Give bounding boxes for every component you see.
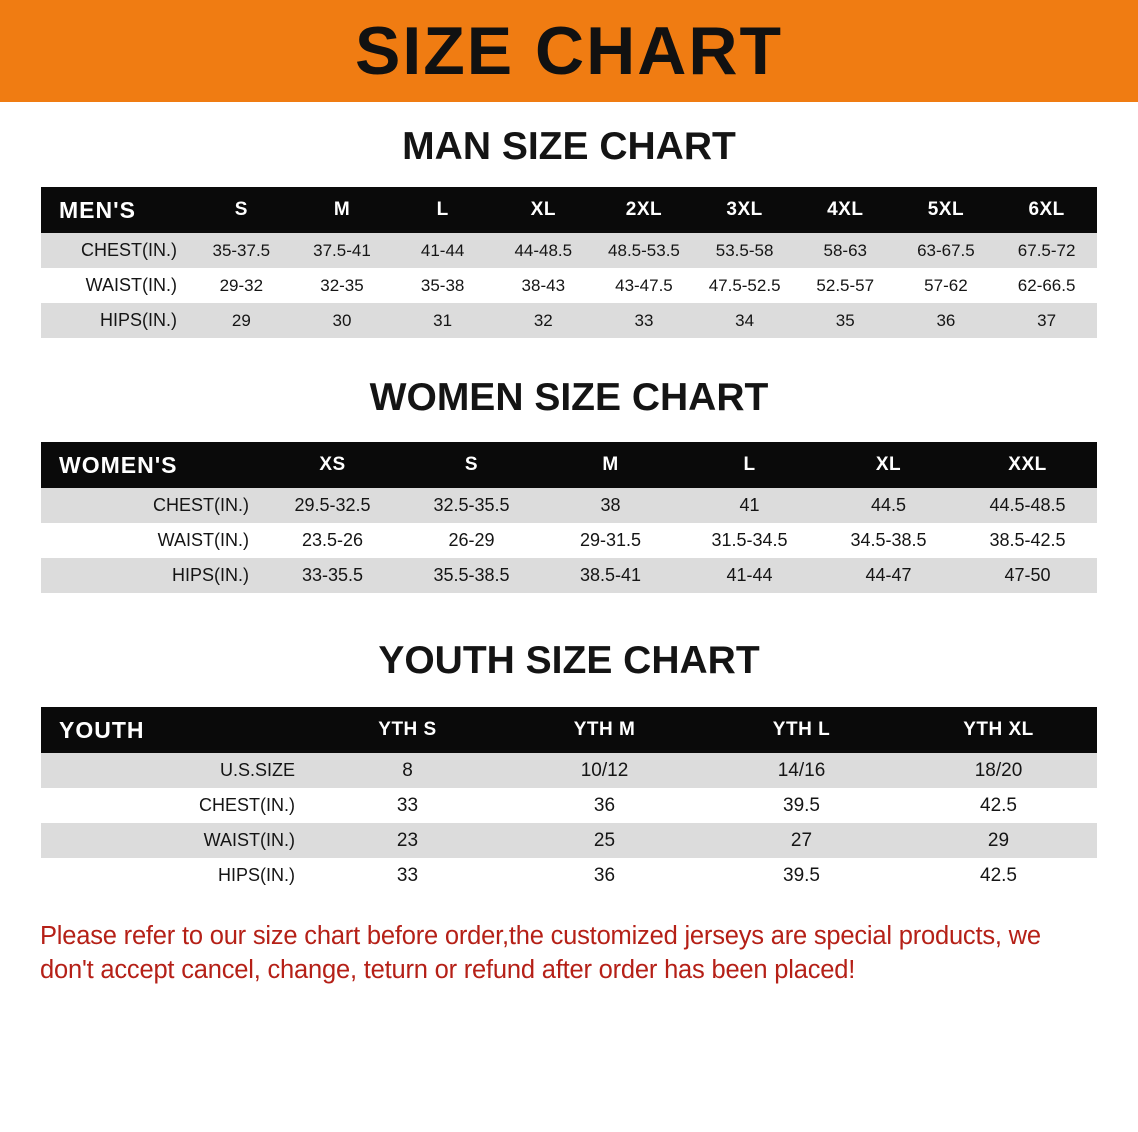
man-header-2xl: 2XL: [625, 199, 663, 220]
women-header-label: WOMEN'S: [59, 451, 178, 478]
man-table-header: [41, 187, 1097, 233]
table-cell: 36: [936, 310, 956, 330]
youth-header-s: YTH S: [378, 719, 437, 740]
policy-note: Please refer to our size chart before order,the customized jerseys are special products, we don't accept cancel, change, teturn or refund after order has been placed!: [40, 922, 1041, 985]
table-cell: 36: [593, 794, 616, 816]
youth-header-m: YTH M: [573, 719, 636, 740]
table-cell: 58-63: [823, 240, 867, 260]
table-cell: 31: [433, 310, 453, 330]
man-header-xl: XL: [530, 199, 556, 220]
table-cell: 67.5-72: [1017, 240, 1076, 260]
table-cell: 42.5: [980, 864, 1017, 886]
table-cell: 38.5-41: [579, 565, 642, 585]
youth-header-l: YTH L: [772, 719, 831, 740]
table-cell: 53.5-58: [715, 240, 774, 260]
table-cell: 41-44: [420, 240, 465, 260]
table-cell: 57-62: [924, 275, 968, 295]
table-header-row: [41, 187, 1097, 233]
table-cell: 41-44: [726, 565, 773, 585]
women-header-xl: XL: [875, 454, 902, 475]
table-cell: 8: [402, 759, 413, 781]
man-row-label-hips: HIPS(IN.): [99, 310, 177, 330]
table-cell: 29: [987, 829, 1010, 851]
table-cell: 29: [231, 310, 251, 330]
women-row-label-chest: CHEST(IN.): [153, 495, 249, 515]
page-title: SIZE CHART: [355, 13, 783, 89]
table-cell: 44.5: [870, 495, 907, 515]
youth-table-body: [41, 753, 1097, 893]
man-row-label-waist: WAIST(IN.): [85, 275, 177, 295]
table-cell: 44.5-48.5: [989, 495, 1066, 515]
table-cell: 32.5-35.5: [433, 495, 510, 515]
table-row: [41, 558, 1097, 593]
table-cell: 18/20: [974, 759, 1023, 781]
man-header-5xl: 5XL: [927, 199, 965, 220]
youth-row-label-ussize: U.S.SIZE: [219, 760, 295, 780]
women-row-label-hips: HIPS(IN.): [171, 565, 249, 585]
man-header-label: MEN'S: [59, 196, 136, 223]
table-cell: 37: [1037, 310, 1057, 330]
women-header-m: M: [602, 454, 619, 475]
table-cell: 47.5-52.5: [708, 275, 781, 295]
table-cell: 44-48.5: [514, 240, 573, 260]
youth-section-heading: YOUTH SIZE CHART: [378, 639, 760, 682]
man-table-body: [41, 233, 1097, 338]
table-row: [41, 488, 1097, 523]
man-size-table: [41, 187, 1097, 338]
table-cell: 32-35: [320, 275, 364, 295]
women-header-s: S: [464, 454, 479, 475]
table-row: [41, 858, 1097, 893]
man-header-m: M: [333, 199, 351, 220]
table-row: [41, 303, 1097, 338]
table-cell: 29.5-32.5: [294, 495, 371, 515]
table-cell: 32: [533, 310, 553, 330]
table-header-row: [41, 442, 1097, 488]
table-cell: 39.5: [783, 794, 820, 816]
man-header-3xl: 3XL: [726, 199, 763, 220]
table-cell: 52.5-57: [816, 275, 875, 295]
man-header-6xl: 6XL: [1028, 199, 1065, 220]
page-banner: [0, 0, 1138, 102]
youth-row-label-waist: WAIST(IN.): [203, 830, 295, 850]
youth-table-header: [41, 707, 1097, 753]
table-cell: 25: [593, 829, 616, 851]
man-header-l: L: [436, 199, 449, 220]
women-header-l: L: [743, 454, 756, 475]
women-size-table: [41, 442, 1097, 593]
women-header-xxl: XXL: [1008, 454, 1047, 475]
table-cell: 38.5-42.5: [989, 530, 1066, 550]
table-cell: 63-67.5: [917, 240, 975, 260]
table-cell: 44-47: [865, 565, 912, 585]
table-row: [41, 268, 1097, 303]
women-section-heading: WOMEN SIZE CHART: [369, 376, 769, 419]
youth-row-label-hips: HIPS(IN.): [217, 865, 295, 885]
table-cell: 62-66.5: [1017, 275, 1076, 295]
youth-size-table-wrap: [41, 707, 1097, 893]
table-cell: 10/12: [580, 759, 629, 781]
table-cell: 31.5-34.5: [711, 530, 788, 550]
table-cell: 35-38: [420, 275, 465, 295]
table-row: [41, 233, 1097, 268]
table-cell: 39.5: [783, 864, 820, 886]
table-cell: 27: [790, 829, 813, 851]
table-cell: 38-43: [521, 275, 566, 295]
man-row-label-chest: CHEST(IN.): [81, 240, 177, 260]
women-table-body: [41, 488, 1097, 593]
table-cell: 29-31.5: [579, 530, 642, 550]
table-cell: 29-32: [219, 275, 264, 295]
women-table-header: [41, 442, 1097, 488]
table-cell: 34: [735, 310, 755, 330]
youth-size-table: [41, 707, 1097, 893]
table-header-row: [41, 707, 1097, 753]
youth-header-label: YOUTH: [59, 716, 145, 743]
man-header-4xl: 4XL: [827, 199, 864, 220]
table-cell: 47-50: [1004, 565, 1051, 585]
table-cell: 35.5-38.5: [433, 565, 510, 585]
table-cell: 43-47.5: [615, 275, 673, 295]
table-cell: 35-37.5: [212, 240, 271, 260]
man-header-s: S: [234, 199, 248, 220]
table-row: [41, 788, 1097, 823]
table-cell: 42.5: [980, 794, 1017, 816]
table-cell: 14/16: [777, 759, 826, 781]
table-cell: 48.5-53.5: [608, 240, 680, 260]
table-cell: 33: [634, 310, 654, 330]
table-row: [41, 823, 1097, 858]
man-section-heading: MAN SIZE CHART: [402, 125, 736, 168]
youth-row-label-chest: CHEST(IN.): [199, 795, 295, 815]
table-row: [41, 753, 1097, 788]
table-cell: 30: [332, 310, 352, 330]
women-header-xs: XS: [319, 454, 346, 475]
table-cell: 36: [593, 864, 616, 886]
table-cell: 41: [739, 495, 760, 515]
youth-header-xl: YTH XL: [963, 719, 1034, 740]
table-cell: 23.5-26: [301, 530, 364, 550]
table-cell: 33: [396, 864, 419, 886]
table-cell: 33-35.5: [301, 565, 364, 585]
table-cell: 23: [396, 829, 419, 851]
table-cell: 35: [835, 310, 855, 330]
women-size-table-wrap: [41, 442, 1097, 593]
table-cell: 38: [600, 495, 621, 515]
table-cell: 26-29: [448, 530, 495, 550]
table-cell: 37.5-41: [313, 240, 371, 260]
table-row: [41, 523, 1097, 558]
table-cell: 34.5-38.5: [850, 530, 927, 550]
table-cell: 33: [396, 794, 419, 816]
man-size-table-wrap: [41, 187, 1097, 338]
women-row-label-waist: WAIST(IN.): [157, 530, 249, 550]
